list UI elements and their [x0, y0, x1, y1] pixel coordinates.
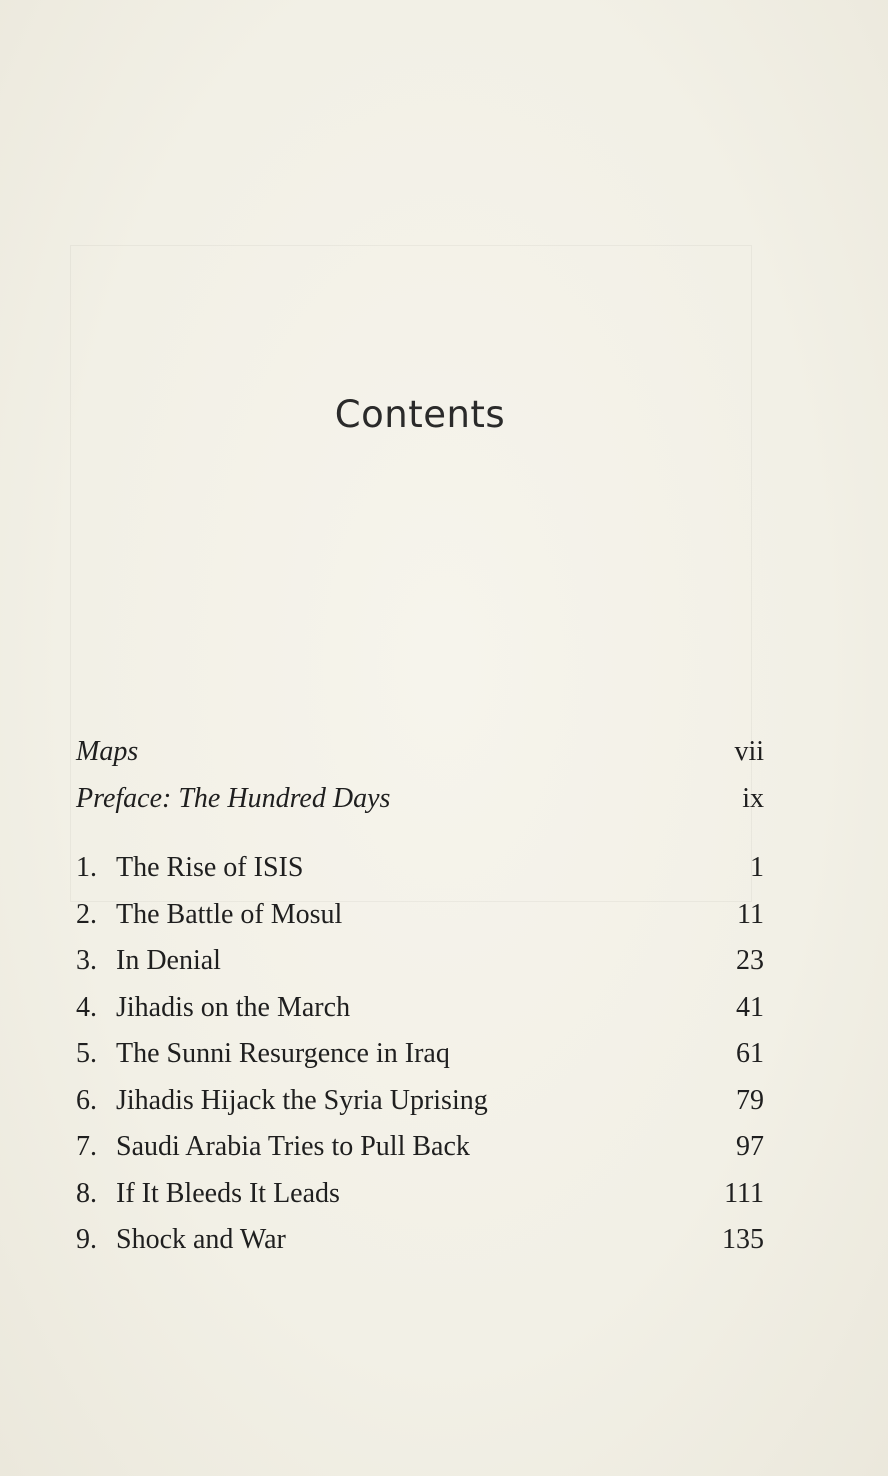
table-of-contents — [76, 736, 764, 1271]
toc-entry-chapter-9[interactable] — [76, 1224, 764, 1271]
chapter-page: 23 — [736, 945, 764, 976]
toc-entry-chapter-8[interactable] — [76, 1178, 764, 1225]
chapter-page: 135 — [722, 1224, 764, 1255]
chapter-number: 5. — [76, 1038, 97, 1069]
chapter-number: 9. — [76, 1224, 97, 1255]
chapter-page: 41 — [736, 991, 764, 1023]
toc-entry-chapter-7[interactable] — [76, 1131, 764, 1178]
chapter-title: If It Bleeds It Leads — [116, 1177, 340, 1209]
toc-entry-chapter-2[interactable] — [76, 899, 764, 946]
chapter-number: 6. — [76, 1084, 97, 1116]
chapter-title: The Rise of ISIS — [116, 852, 304, 883]
toc-entry-chapter-4[interactable] — [76, 992, 764, 1039]
toc-entry-chapter-5[interactable] — [76, 1038, 764, 1085]
chapter-title: The Battle of Mosul — [116, 898, 343, 930]
chapter-number: 7. — [76, 1131, 97, 1162]
chapter-title: Saudi Arabia Tries to Pull Back — [116, 1131, 470, 1162]
section-gap — [76, 829, 764, 852]
chapter-number: 8. — [76, 1177, 97, 1209]
toc-entry-preface[interactable] — [76, 783, 764, 830]
chapter-title: In Denial — [116, 945, 221, 976]
contents-heading-text: Contents — [334, 393, 506, 436]
chapter-title: Jihadis on the March — [116, 991, 351, 1023]
chapter-page: 11 — [737, 898, 764, 930]
chapter-number: 1. — [76, 852, 97, 883]
chapter-number: 4. — [76, 991, 97, 1023]
toc-entry-chapter-6[interactable] — [76, 1085, 764, 1132]
chapter-title: The Sunni Resurgence in Iraq — [116, 1038, 450, 1069]
chapter-page: 111 — [724, 1177, 764, 1209]
toc-entry-title: Maps — [76, 736, 139, 767]
chapter-page: 1 — [750, 852, 764, 883]
toc-entry-page: ix — [742, 782, 764, 814]
chapter-number: 3. — [76, 945, 97, 976]
toc-entry-maps[interactable] — [76, 736, 764, 783]
toc-entry-page: vii — [734, 736, 764, 767]
chapter-page: 61 — [736, 1038, 764, 1069]
toc-entry-title: Preface: The Hundred Days — [76, 782, 391, 814]
chapter-number: 2. — [76, 898, 97, 930]
toc-entry-chapter-3[interactable] — [76, 945, 764, 992]
chapter-page: 97 — [736, 1131, 764, 1162]
contents-heading — [0, 393, 840, 436]
chapter-title: Jihadis Hijack the Syria Uprising — [116, 1084, 488, 1116]
chapter-title: Shock and War — [116, 1224, 286, 1255]
chapter-page: 79 — [736, 1084, 764, 1116]
toc-entry-chapter-1[interactable] — [76, 852, 764, 899]
